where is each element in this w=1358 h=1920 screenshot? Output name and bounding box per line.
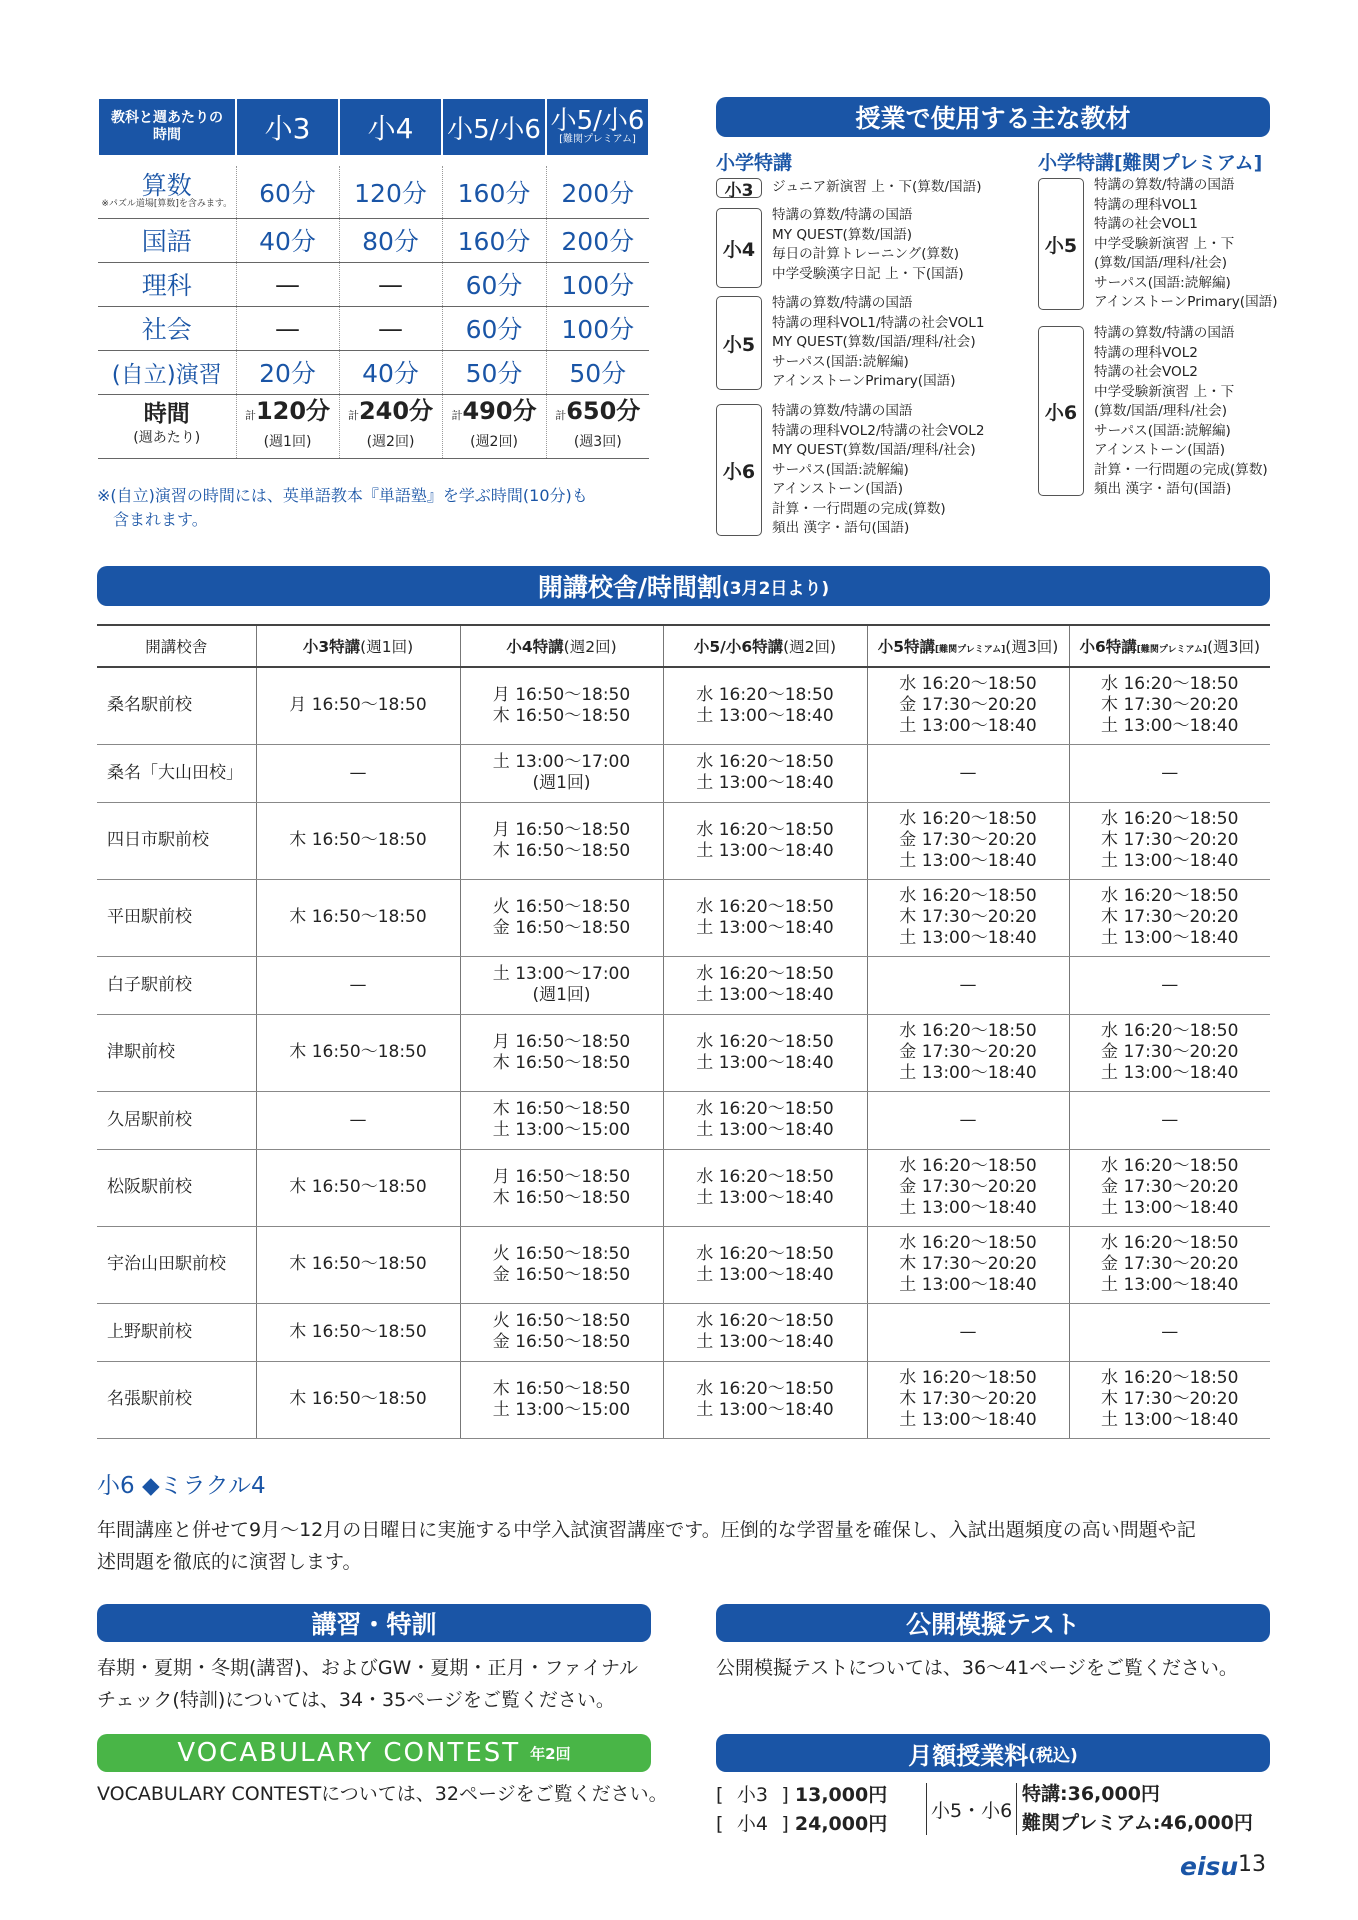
schedule-cell: — xyxy=(867,1091,1069,1149)
schedule-row xyxy=(97,1149,1270,1226)
hours-cell: 80分 xyxy=(339,218,442,262)
schedule-row xyxy=(97,879,1270,956)
schedule-cell: 水 16:20〜18:50 金 17:30〜20:20 土 13:00〜18:40 xyxy=(867,1149,1069,1226)
hours-table-corner: 教科と週あたりの 時間 xyxy=(98,98,236,156)
schedule-cell: 水 16:20〜18:50 金 17:30〜20:20 土 13:00〜18:40 xyxy=(1069,1014,1270,1091)
textbook-list: 特講の算数/特講の国語 特講の理科VOL1 特講の社会VOL1 中学受験新演習 上・下 (算数/国語/理科/社会) サーパス(国語:読解編) アインストーンPrimary(国語) xyxy=(1094,177,1278,310)
schedule-cell: — xyxy=(256,956,460,1014)
school-name: 名張駅前校 xyxy=(97,1361,256,1438)
schedule-title: 開講校舎/時間割 (3月2日より) xyxy=(97,566,1270,606)
subject-practice: (自立)演習 xyxy=(98,350,236,394)
schedule-cell: 水 16:20〜18:50 土 13:00〜18:40 xyxy=(663,1091,867,1149)
school-name: 津駅前校 xyxy=(97,1014,256,1091)
schedule-cell: 火 16:50〜18:50 金 16:50〜18:50 xyxy=(460,1303,663,1361)
miracle-text: 年間講座と併せて9月〜12月の日曜日に実施する中学入試演習講座です。圧倒的な学習量を確保し、入試出題頻度の高い問題や記 述問題を徹底的に演習します。 xyxy=(97,1519,1196,1573)
textbook-list: 特講の算数/特講の国語 特講の理科VOL2 特講の社会VOL2 中学受験新演習 上・下 (算数/国語/理科/社会) サーパス(国語:読解編) アインストーン(国語) 計算・一行問題の完成(算数) 頻出 漢字・語句(国語) xyxy=(1094,325,1268,497)
schedule-cell: 水 16:20〜18:50 金 17:30〜20:20 土 13:00〜18:40 xyxy=(1069,1226,1270,1303)
total-cell: 計120分 (週1回) xyxy=(236,394,339,458)
school-name: 久居駅前校 xyxy=(97,1091,256,1149)
schedule-row xyxy=(97,1361,1270,1438)
school-name: 桑名「大山田校」 xyxy=(97,744,256,802)
hours-cell: 200分 xyxy=(546,218,649,262)
grade-box: 小4 xyxy=(716,208,762,288)
grade-box: 小3 xyxy=(716,178,762,198)
hours-cell: 160分 xyxy=(442,218,546,262)
schedule-cell: — xyxy=(1069,956,1270,1014)
schedule-cell: 水 16:20〜18:50 木 17:30〜20:20 土 13:00〜18:40 xyxy=(1069,802,1270,879)
hours-cell: — xyxy=(339,262,442,306)
schedule-cell: 水 16:20〜18:50 木 17:30〜20:20 土 13:00〜18:40 xyxy=(1069,1361,1270,1438)
schedule-cell: 木 16:50〜18:50 xyxy=(256,879,460,956)
grade-box: 小5 xyxy=(716,296,762,390)
schedule-row xyxy=(97,1226,1270,1303)
schedule-header: 小3特講(週1回) xyxy=(256,625,460,667)
fee-upper: 特講:36,000円 難関プレミアム:46,000円 xyxy=(1022,1783,1253,1834)
moshi-text: 公開模擬テストについては、36〜41ページをご覧ください。 xyxy=(716,1657,1238,1679)
hours-cell: 40分 xyxy=(236,218,339,262)
hours-footnote: ※(自立)演習の時間には、英単語教本『単語塾』を学ぶ時間(10分)も 含まれます。 xyxy=(97,486,588,529)
schedule-cell: 水 16:20〜18:50 土 13:00〜18:40 xyxy=(663,1149,867,1226)
schedule-cell: 水 16:20〜18:50 木 17:30〜20:20 土 13:00〜18:40 xyxy=(867,1226,1069,1303)
grade-header: 小3 xyxy=(236,98,339,156)
textbooks-left-title: 小学特講 xyxy=(716,152,793,174)
hours-cell: — xyxy=(236,262,339,306)
grade-header-premium: 小5/小6 [難関プレミアム] xyxy=(546,98,649,156)
schedule-cell: 木 16:50〜18:50 xyxy=(256,1014,460,1091)
koshu-title: 講習・特訓 xyxy=(97,1604,651,1642)
schedule-cell: — xyxy=(256,744,460,802)
grade-box: 小5 xyxy=(1038,178,1084,310)
schedule-cell: — xyxy=(867,1303,1069,1361)
schedule-row xyxy=(97,1091,1270,1149)
schedule-row xyxy=(97,1014,1270,1091)
schedule-cell: 水 16:20〜18:50 金 17:30〜20:20 土 13:00〜18:40 xyxy=(867,802,1069,879)
hours-cell: 100分 xyxy=(546,306,649,350)
total-cell: 計240分 (週2回) xyxy=(339,394,442,458)
schedule-cell: 水 16:20〜18:50 土 13:00〜18:40 xyxy=(663,1303,867,1361)
school-name: 桑名駅前校 xyxy=(97,667,256,744)
hours-cell: — xyxy=(236,306,339,350)
subject-math: 算数 ※パズル道場[算数]を含みます。 xyxy=(98,166,236,218)
schedule-cell: 水 16:20〜18:50 土 13:00〜18:40 xyxy=(663,879,867,956)
schedule-cell: 月 16:50〜18:50 木 16:50〜18:50 xyxy=(460,802,663,879)
hours-cell: 200分 xyxy=(546,166,649,218)
schedule-row xyxy=(97,744,1270,802)
schedule-cell: 月 16:50〜18:50 木 16:50〜18:50 xyxy=(460,1149,663,1226)
hours-cell: 50分 xyxy=(442,350,546,394)
schedule-cell: 水 16:20〜18:50 金 17:30〜20:20 土 13:00〜18:40 xyxy=(1069,1149,1270,1226)
fee-row: [ 小4 ] 24,000円 xyxy=(716,1813,888,1835)
hours-cell: 20分 xyxy=(236,350,339,394)
schedule-cell: 水 16:20〜18:50 土 13:00〜18:40 xyxy=(663,802,867,879)
hours-cell: — xyxy=(339,306,442,350)
school-name: 松阪駅前校 xyxy=(97,1149,256,1226)
textbook-list: ジュニア新演習 上・下(算数/国語) xyxy=(772,179,982,195)
schedule-cell: 土 13:00〜17:00 (週1回) xyxy=(460,956,663,1014)
hours-cell: 60分 xyxy=(442,306,546,350)
schedule-header: 小5/小6特講(週2回) xyxy=(663,625,867,667)
textbook-list: 特講の算数/特講の国語 特講の理科VOL1/特講の社会VOL1 MY QUEST(算数/国語/理科/社会) サーパス(国語:読解編) アインストーンPrimary(国語) xyxy=(772,295,985,389)
schedule-cell: — xyxy=(256,1091,460,1149)
total-label: 時間 (週あたり) xyxy=(98,394,236,458)
schedule-cell: 木 16:50〜18:50 土 13:00〜15:00 xyxy=(460,1091,663,1149)
schedule-header: 小6特講[難関プレミアム](週3回) xyxy=(1069,625,1270,667)
schedule-cell: 水 16:20〜18:50 土 13:00〜18:40 xyxy=(663,956,867,1014)
schedule-cell: 水 16:20〜18:50 木 17:30〜20:20 土 13:00〜18:40 xyxy=(1069,879,1270,956)
schedule-cell: 月 16:50〜18:50 xyxy=(256,667,460,744)
hours-cell: 40分 xyxy=(339,350,442,394)
schedule-cell: 火 16:50〜18:50 金 16:50〜18:50 xyxy=(460,1226,663,1303)
schedule-table xyxy=(97,624,1270,1439)
fee-title: 月額授業料 (税込) xyxy=(716,1734,1270,1772)
schedule-cell: 水 16:20〜18:50 土 13:00〜18:40 xyxy=(663,1361,867,1438)
grade-header: 小4 xyxy=(339,98,442,156)
schedule-row xyxy=(97,956,1270,1014)
schedule-cell: 水 16:20〜18:50 土 13:00〜18:40 xyxy=(663,667,867,744)
school-name: 宇治山田駅前校 xyxy=(97,1226,256,1303)
school-name: 平田駅前校 xyxy=(97,879,256,956)
koshu-text: 春期・夏期・冬期(講習)、およびGW・夏期・正月・ファイナル チェック(特訓)については、34・35ページをご覧ください。 xyxy=(97,1657,639,1711)
vocab-title: VOCABULARY CONTEST 年2回 xyxy=(97,1734,651,1772)
fee-row: [ 小3 ] 13,000円 xyxy=(716,1784,888,1806)
schedule-cell: 水 16:20〜18:50 木 17:30〜20:20 土 13:00〜18:40 xyxy=(867,879,1069,956)
schedule-cell: 土 13:00〜17:00 (週1回) xyxy=(460,744,663,802)
textbook-list: 特講の算数/特講の国語 特講の理科VOL2/特講の社会VOL2 MY QUEST(算数/国語/理科/社会) サーパス(国語:読解編) アインストーン(国語) 計算・一行問題の完成(算数) 頻出 漢字・語句(国語) xyxy=(772,403,985,536)
school-name: 上野駅前校 xyxy=(97,1303,256,1361)
schedule-cell: 木 16:50〜18:50 土 13:00〜15:00 xyxy=(460,1361,663,1438)
eisu-logo: eisu xyxy=(1180,1852,1239,1881)
page-number: 13 xyxy=(1238,1852,1266,1877)
schedule-cell: 木 16:50〜18:50 xyxy=(256,802,460,879)
schedule-cell: 月 16:50〜18:50 木 16:50〜18:50 xyxy=(460,1014,663,1091)
schedule-cell: 木 16:50〜18:50 xyxy=(256,1361,460,1438)
schedule-cell: 水 16:20〜18:50 木 17:30〜20:20 土 13:00〜18:40 xyxy=(867,1361,1069,1438)
schedule-row xyxy=(97,802,1270,879)
schedule-cell: 水 16:20〜18:50 土 13:00〜18:40 xyxy=(663,744,867,802)
schedule-cell: — xyxy=(867,744,1069,802)
school-name: 四日市駅前校 xyxy=(97,802,256,879)
schedule-cell: 木 16:50〜18:50 xyxy=(256,1303,460,1361)
hours-cell: 160分 xyxy=(442,166,546,218)
schedule-cell: 水 16:20〜18:50 土 13:00〜18:40 xyxy=(663,1226,867,1303)
moshi-title: 公開模擬テスト xyxy=(716,1604,1270,1642)
subject-japanese: 国語 xyxy=(98,218,236,262)
schedule-row xyxy=(97,667,1270,744)
schedule-cell: 木 16:50〜18:50 xyxy=(256,1149,460,1226)
schedule-cell: — xyxy=(1069,1303,1270,1361)
schedule-cell: — xyxy=(1069,1091,1270,1149)
schedule-cell: 水 16:20〜18:50 木 17:30〜20:20 土 13:00〜18:40 xyxy=(1069,667,1270,744)
schedule-cell: 木 16:50〜18:50 xyxy=(256,1226,460,1303)
textbooks-right-title: 小学特講[難関プレミアム] xyxy=(1038,152,1263,174)
grade-box: 小6 xyxy=(716,404,762,536)
hours-cell: 100分 xyxy=(546,262,649,306)
hours-cell: 60分 xyxy=(442,262,546,306)
grade-box: 小6 xyxy=(1038,326,1084,496)
fee-upper-grade: 小5・小6 xyxy=(926,1783,1017,1835)
total-cell: 計650分 (週3回) xyxy=(546,394,649,458)
grade-header: 小5/小6 xyxy=(442,98,546,156)
schedule-header: 開講校舎 xyxy=(97,625,256,667)
vocab-text: VOCABULARY CONTESTについては、32ページをご覧ください。 xyxy=(97,1783,668,1805)
schedule-header: 小5特講[難関プレミアム](週3回) xyxy=(867,625,1069,667)
schedule-header: 小4特講(週2回) xyxy=(460,625,663,667)
textbook-list: 特講の算数/特講の国語 MY QUEST(算数/国語) 毎日の計算トレーニング(算数) 中学受験漢字日記 上・下(国語) xyxy=(772,207,964,282)
hours-table xyxy=(97,97,650,459)
hours-cell: 50分 xyxy=(546,350,649,394)
schedule-cell: 水 16:20〜18:50 土 13:00〜18:40 xyxy=(663,1014,867,1091)
miracle-title: 小6 ◆ミラクル4 xyxy=(97,1473,266,1499)
schedule-cell: 火 16:50〜18:50 金 16:50〜18:50 xyxy=(460,879,663,956)
schedule-cell: 月 16:50〜18:50 木 16:50〜18:50 xyxy=(460,667,663,744)
hours-cell: 120分 xyxy=(339,166,442,218)
textbooks-title: 授業で使用する主な教材 xyxy=(716,97,1270,137)
school-name: 白子駅前校 xyxy=(97,956,256,1014)
schedule-cell: 水 16:20〜18:50 金 17:30〜20:20 土 13:00〜18:40 xyxy=(867,1014,1069,1091)
schedule-row xyxy=(97,1303,1270,1361)
hours-cell: 60分 xyxy=(236,166,339,218)
schedule-cell: 水 16:20〜18:50 金 17:30〜20:20 土 13:00〜18:40 xyxy=(867,667,1069,744)
total-cell: 計490分 (週2回) xyxy=(442,394,546,458)
schedule-cell: — xyxy=(867,956,1069,1014)
schedule-cell: — xyxy=(1069,744,1270,802)
subject-social: 社会 xyxy=(98,306,236,350)
subject-science: 理科 xyxy=(98,262,236,306)
